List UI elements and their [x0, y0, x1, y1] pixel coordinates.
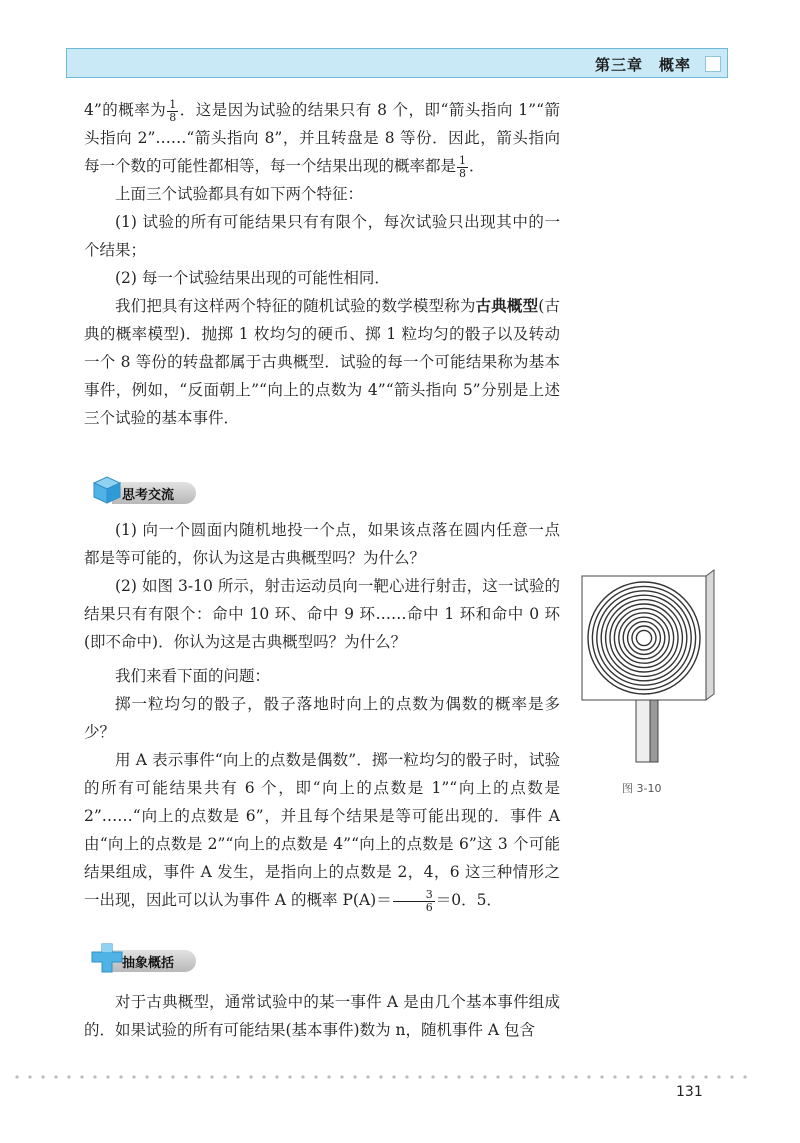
- paragraph-dice-solution: [84, 746, 560, 914]
- intro-section: [84, 96, 560, 432]
- think-discuss-badge: [90, 474, 198, 504]
- text-fragment: (古典的概率模型)．抛掷 1 枚均匀的硬币、掷 1 粒均匀的骰子以及转动一个 8 等份的转盘都属于古典概型．试验的每一个可能结果称为基本事件，例如，“反面朝上”“向上的点数为 4”“箭头指向 5”分别是上述三个试验的基本事件．: [84, 297, 560, 427]
- divider-dot: [132, 1075, 135, 1078]
- divider-dot: [67, 1075, 70, 1078]
- divider-dot: [613, 1075, 616, 1078]
- term-classical-probability: 古典概型: [475, 297, 539, 315]
- target-stand-front: [636, 700, 650, 762]
- cross-shape-icon: [90, 942, 124, 974]
- abstract-summary-badge: [90, 942, 198, 972]
- divider-dot: [145, 1075, 148, 1078]
- divider-dot: [106, 1075, 109, 1078]
- divider-dot: [340, 1075, 343, 1078]
- divider-dot: [288, 1075, 291, 1078]
- divider-dot: [639, 1075, 642, 1078]
- question-1: (1) 向一个圆面内随机地投一个点，如果该点落在圆内任意一点都是等可能的，你认为这是古典概型吗？为什么？: [84, 521, 560, 567]
- divider-dot: [197, 1075, 200, 1078]
- text-fragment: 4”的概率为: [84, 101, 167, 119]
- divider-dot: [470, 1075, 473, 1078]
- chapter-header: [66, 48, 728, 78]
- cube-icon: [90, 474, 124, 506]
- divider-dot: [223, 1075, 226, 1078]
- paragraph-probability-1-8: [84, 96, 560, 180]
- text-fragment: ＝0．5．: [435, 891, 502, 909]
- divider-dot: [483, 1075, 486, 1078]
- page-number: 131: [676, 1084, 703, 1100]
- think-discuss-label: 思考交流: [122, 488, 175, 503]
- divider-dot: [691, 1075, 694, 1078]
- divider-dot: [405, 1075, 408, 1078]
- text-fragment: ．: [469, 157, 485, 175]
- divider-dot: [522, 1075, 525, 1078]
- text-fragment: ．这是因为试验的结果只有 8 个，即“箭头指向 1”“箭头指向 2”……“箭头指向 8”，并且转盘是 8 等份．因此，箭头指向每一个数的可能性都相等，每一个结果出现的概率都是: [84, 101, 560, 175]
- divider-dot: [327, 1075, 330, 1078]
- divider-dot: [678, 1075, 681, 1078]
- divider-dot: [717, 1075, 720, 1078]
- paragraph-feature-1: (1) 试验的所有可能结果只有有限个，每次试验只出现其中的一个结果；: [84, 213, 560, 259]
- divider-dot: [730, 1075, 733, 1078]
- target-stand-side: [650, 700, 658, 762]
- divider-dot: [535, 1075, 538, 1078]
- fraction-denominator: 6: [425, 900, 433, 914]
- fraction-denominator: 8: [169, 110, 177, 124]
- fraction-numerator: 1: [169, 97, 177, 111]
- divider-dot: [158, 1075, 161, 1078]
- divider-dot: [171, 1075, 174, 1078]
- divider-dot: [574, 1075, 577, 1078]
- text-fragment: 我们把具有这样两个特征的随机试验的数学模型称为: [115, 297, 476, 315]
- divider-dot: [626, 1075, 629, 1078]
- divider-dot: [379, 1075, 382, 1078]
- divider-dot: [80, 1075, 83, 1078]
- divider-dot: [54, 1075, 57, 1078]
- divider-dot: [15, 1075, 18, 1078]
- divider-dot: [93, 1075, 96, 1078]
- chapter-title: 第三章 概率: [594, 56, 691, 74]
- divider-dot: [431, 1075, 434, 1078]
- paragraph-two-features: 上面三个试验都具有如下两个特征：: [115, 185, 364, 203]
- abstract-summary-label: 抽象概括: [122, 956, 175, 971]
- divider-dot: [704, 1075, 707, 1078]
- question-2: (2) 如图 3-10 所示，射击运动员向一靶心进行射击，这一试验的结果只有有限个：命中 10 环、命中 9 环……命中 1 环和命中 0 环(即不命中)．你认为这是古典概型吗？为什么？: [84, 577, 560, 651]
- paragraph-summary: 对于古典概型，通常试验中的某一事件 A 是由几个基本事件组成的．如果试验的所有可能结果(基本事件)数为 n，随机事件 A 包含: [84, 993, 560, 1039]
- divider-dot: [509, 1075, 512, 1078]
- divider-dot: [444, 1075, 447, 1078]
- divider-dot: [275, 1075, 278, 1078]
- divider-dot: [301, 1075, 304, 1078]
- divider-dot: [119, 1075, 122, 1078]
- fraction-three-sixths: [393, 889, 435, 914]
- divider-dot: [457, 1075, 460, 1078]
- fraction-one-eighth: [457, 155, 468, 180]
- questions-section: [84, 516, 560, 656]
- dotted-divider: [14, 1074, 754, 1080]
- paragraph-look-at-problem: 我们来看下面的问题：: [115, 667, 271, 685]
- paragraph-dice-question: 掷一粒均匀的骰子，骰子落地时向上的点数为偶数的概率是多少？: [84, 695, 560, 741]
- divider-dot: [587, 1075, 590, 1078]
- summary-section: [84, 988, 560, 1044]
- divider-dot: [262, 1075, 265, 1078]
- divider-dot: [418, 1075, 421, 1078]
- divider-dot: [314, 1075, 317, 1078]
- fraction-one-eighth: [167, 99, 178, 124]
- divider-dot: [392, 1075, 395, 1078]
- divider-dot: [600, 1075, 603, 1078]
- divider-dot: [184, 1075, 187, 1078]
- divider-dot: [743, 1075, 746, 1078]
- divider-dot: [652, 1075, 655, 1078]
- divider-dot: [249, 1075, 252, 1078]
- paragraph-classical-definition: [84, 292, 560, 432]
- paragraph-feature-2: (2) 每一个试验结果出现的可能性相同．: [115, 269, 390, 287]
- divider-dot: [353, 1075, 356, 1078]
- header-square-icon: [705, 56, 721, 72]
- divider-dot: [496, 1075, 499, 1078]
- figure-caption: 图 3-10: [622, 782, 662, 795]
- fraction-numerator: 1: [459, 153, 467, 167]
- divider-dot: [236, 1075, 239, 1078]
- target-figure: [578, 568, 718, 768]
- text-fragment: 用 A 表示事件“向上的点数是偶数”．掷一粒均匀的骰子时，试验的所有可能结果共有 6 个，即“向上的点数是 1”“向上的点数是 2”……“向上的点数是 6”，并且每个结果是等可能出现的．事件 A 由“向上的点数是 2”“向上的点数是 4”“向上的点数是 6”这 3 个可能结果组成，事件 A 发生，是指向上的点数是 2，4，6 这三种情形之一出现，因此可以认为事件 A 的概率 P(A)＝: [84, 751, 560, 909]
- divider-dot: [28, 1075, 31, 1078]
- divider-dot: [210, 1075, 213, 1078]
- fraction-denominator: 8: [459, 166, 467, 180]
- divider-dot: [665, 1075, 668, 1078]
- divider-dot: [366, 1075, 369, 1078]
- dice-problem-section: [84, 662, 560, 914]
- divider-dot: [41, 1075, 44, 1078]
- divider-dot: [548, 1075, 551, 1078]
- divider-dot: [561, 1075, 564, 1078]
- fraction-numerator: 3: [393, 889, 435, 902]
